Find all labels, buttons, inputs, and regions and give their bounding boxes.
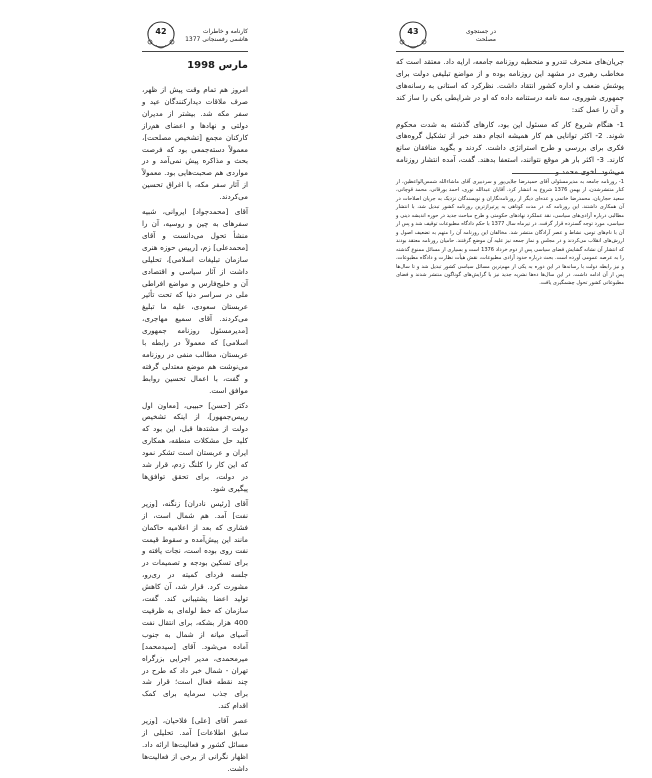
right-body-text bbox=[396, 56, 624, 181]
running-head-line-1: در جستجوی bbox=[465, 28, 496, 35]
running-head bbox=[436, 28, 496, 44]
paragraph: عصر آقای [علی] فلاحیان، [وزیر سابق اطلاعات] آمد. تحلیلی از مسائل کشور و فعالیت‌ها ارائه داد. اظهار نگرانی از برخی از فعالیت‌ها داشت. bbox=[142, 716, 248, 773]
paragraph: دکتر [حسن] حبیبی، [معاون اول رییس‌جمهور]، از اینکه تشخیص دولت از مشتدها قبل، این بود که کلید حل مشکلات منطقه، همکاری ایران و عربستان است تشکر نمود که این کار را کلنگ زدم، قرار شد در دولت، برای تحقق توافق‌ها پیگیری شود. bbox=[142, 400, 248, 493]
right-page bbox=[326, 0, 652, 453]
running-head-line-2: هاشمی رفسنجانی 1377 bbox=[185, 36, 248, 43]
paragraph: جریان‌های منحرف تندرو و منحطبه روزنامه جامعه، ارایه داد. معتقد است که مخاطب رهبری در مشهد این روزنامه بوده و از مواضع تبلیغی دولت برای پوشش ضعف و اداره کشور انتقاد داشت. نظرکرد که استانی به رسانه‌های جمهوری شوروی، سه نامه درستنامه داده که او در شرایطی بکی را ساز کند و آن را عمل کند: bbox=[396, 57, 624, 114]
right-page-header bbox=[396, 22, 624, 52]
running-head-line-2: مصلحت bbox=[475, 36, 496, 43]
left-body-text bbox=[142, 84, 248, 778]
paragraph: آقای [رئیس‌ نادران] زنگنه، [وزیر نفت] آمد. هم شمال است، از فشاری که بعد از اعلامیه حاکمان مانند این پیش‌آمده و سقوط قیمت نفت روی بوده است، نجات یافته و برای تسکین بودجه و تصمیمات در جلسه فردای کمیته در ری‌رو، مشورت کرد. قرار شد، آن کاهش تولید اعضا پشتیبانی کند. گفت، سازمان که خط لوله‌ای به ظرفیت 400 هزار بشکه، برای انتقال نفت آسیای میانه از شمال به جنوب آماده می‌شود. آقای [سیدمحمد] میرمحمدی، مدیر اجرایی بزرگراه تهران - شمال خبر داد که طرح در چند نقطه فعال است؛ قرار شد برای جذب سرمایه برای کمک اقدام کند. bbox=[142, 498, 248, 711]
header-rule bbox=[142, 51, 248, 52]
footnote: 1- روزنامه جامعه به مدیرمسئولی آقای حمیدرضا جلایی‌پور و سردبیری آقای ماشاءالله شمس‌الواعظین، از کنار منتشرشدن، از بهمن 1376 شروع به انتشار کرد. آقایان عبدالله نوری، احمد بورقانی، محمد قوچانی، سعید حجاریان، محمدرضا خاتمی و عده‌ای دیگر از روزنامه‌نگاران و نویسندگان نزدیک به جریان اصلاحات در آن همکاری داشتند. این روزنامه که در مدت کوتاهی به پرتیراژترین روزنامه کشور تبدیل شد، با انتشار مطالبی درباره آزادی‌های سیاسی، نقد عملکرد نهادهای حکومتی و طرح مباحث جدید در حوزه اندیشه دینی و سیاسی، مورد توجه گسترده قرار گرفت. در تیرماه سال 1377 با حکم دادگاه مطبوعات توقیف شد و پس از آن با نام‌های توس، نشاط و عصر آزادگان منتشر شد. مخالفان این روزنامه آن را متهم به تضعیف اصول و ارزش‌های انقلاب می‌کردند و در مجلس و نماز جمعه نیز علیه آن موضع گرفتند. حامیان روزنامه معتقد بودند که انتشار آن نشانه گشایش فضای سیاسی پس از دوم خرداد 1376 است و بسیاری از مسائل ممنوع گذشته را به عرصه عمومی آورده است. بحث درباره حدود آزادی مطبوعات، نقش هیأت نظارت و دادگاه مطبوعات، و نیز رابطه دولت با رسانه‌ها در این دوره به یکی از مهم‌ترین مسائل سیاسی کشور تبدیل شد و تا سال‌ها پس از آن ادامه داشت. در این سال‌ها ده‌ها نشریه جدید نیز با گرایش‌های گوناگون منتشر شدند و فضای مطبوعاتی کشور تحول چشمگیری یافت. bbox=[396, 179, 625, 287]
footnote-rule bbox=[512, 173, 624, 174]
paragraph: آقای [محمدجواد] ایروانی، شبیه سفرهای به چین و روسیه، آن را منشأ تحول می‌دانست و آقای [محمدعلی] زم، [رییس حوزه هنری سازمان تبلیغات اسلامی]، تحلیلی داشت از آثار سیاسی و اقتصادی آن و خلیج‌فارس و مواضع افراطی ملی در سراسر دنیا که تحت تأثیر عربستان سعودی، علیه ما تبلیغ می‌کردند. آقای سمیع مهاجری، [مدیرمسئول روزنامه جمهوری اسلامی] که معمولاً در رابطه با عربستان، مطالب منفی در روزنامه می‌نوشت هم موضع معتدلی گرفته و گفت، با اعمال تحسین روابط موافق است. bbox=[142, 207, 248, 395]
page-number: 42 bbox=[155, 27, 167, 36]
paragraph: امروز هم تمام وقت پیش از ظهر، صرف ملاقات دیدارکنندگان عید و سفر مکه شد. بیشتر از مدیران دولتی و نهادها و اعضای هم‌راز کارکنان مجمع [تشخیص مصلحت]، معمولاً دسته‌جمعی بود که فرصت بحث و مذاکره پیش نمی‌آمد و در مواردی هم صحبت‌هایی بود. معمولاً از آثار سفر مکه، با اغراق تحسین می‌کردند. bbox=[142, 85, 248, 202]
page-number: 43 bbox=[407, 27, 419, 36]
left-page bbox=[0, 0, 326, 773]
left-page-header bbox=[142, 22, 248, 52]
paragraph: 1- هنگام شروع کار که مسئول این بود، کارهای گذشته به شدت محکوم شوند. 2- اکثر توانایی هم کار همیشه انجام دهند خبر از تشکیل گروه‌های فکری برای بررسی و طرح استراتژی داشت. کردند و بگوید منافقان سانع کارند. 3- اکثر بار هر موقع نتوانند، استعفا بدهند. گفت، آمده انتشار روزنامه می‌شود. اخوی محمد و bbox=[396, 119, 624, 177]
running-head-line-1: کارنامه و خاطرات bbox=[202, 28, 248, 35]
running-head bbox=[168, 28, 248, 44]
section-title: مارس 1998 bbox=[187, 60, 248, 71]
page-number-ornament-icon bbox=[396, 20, 430, 50]
header-rule bbox=[396, 51, 624, 52]
